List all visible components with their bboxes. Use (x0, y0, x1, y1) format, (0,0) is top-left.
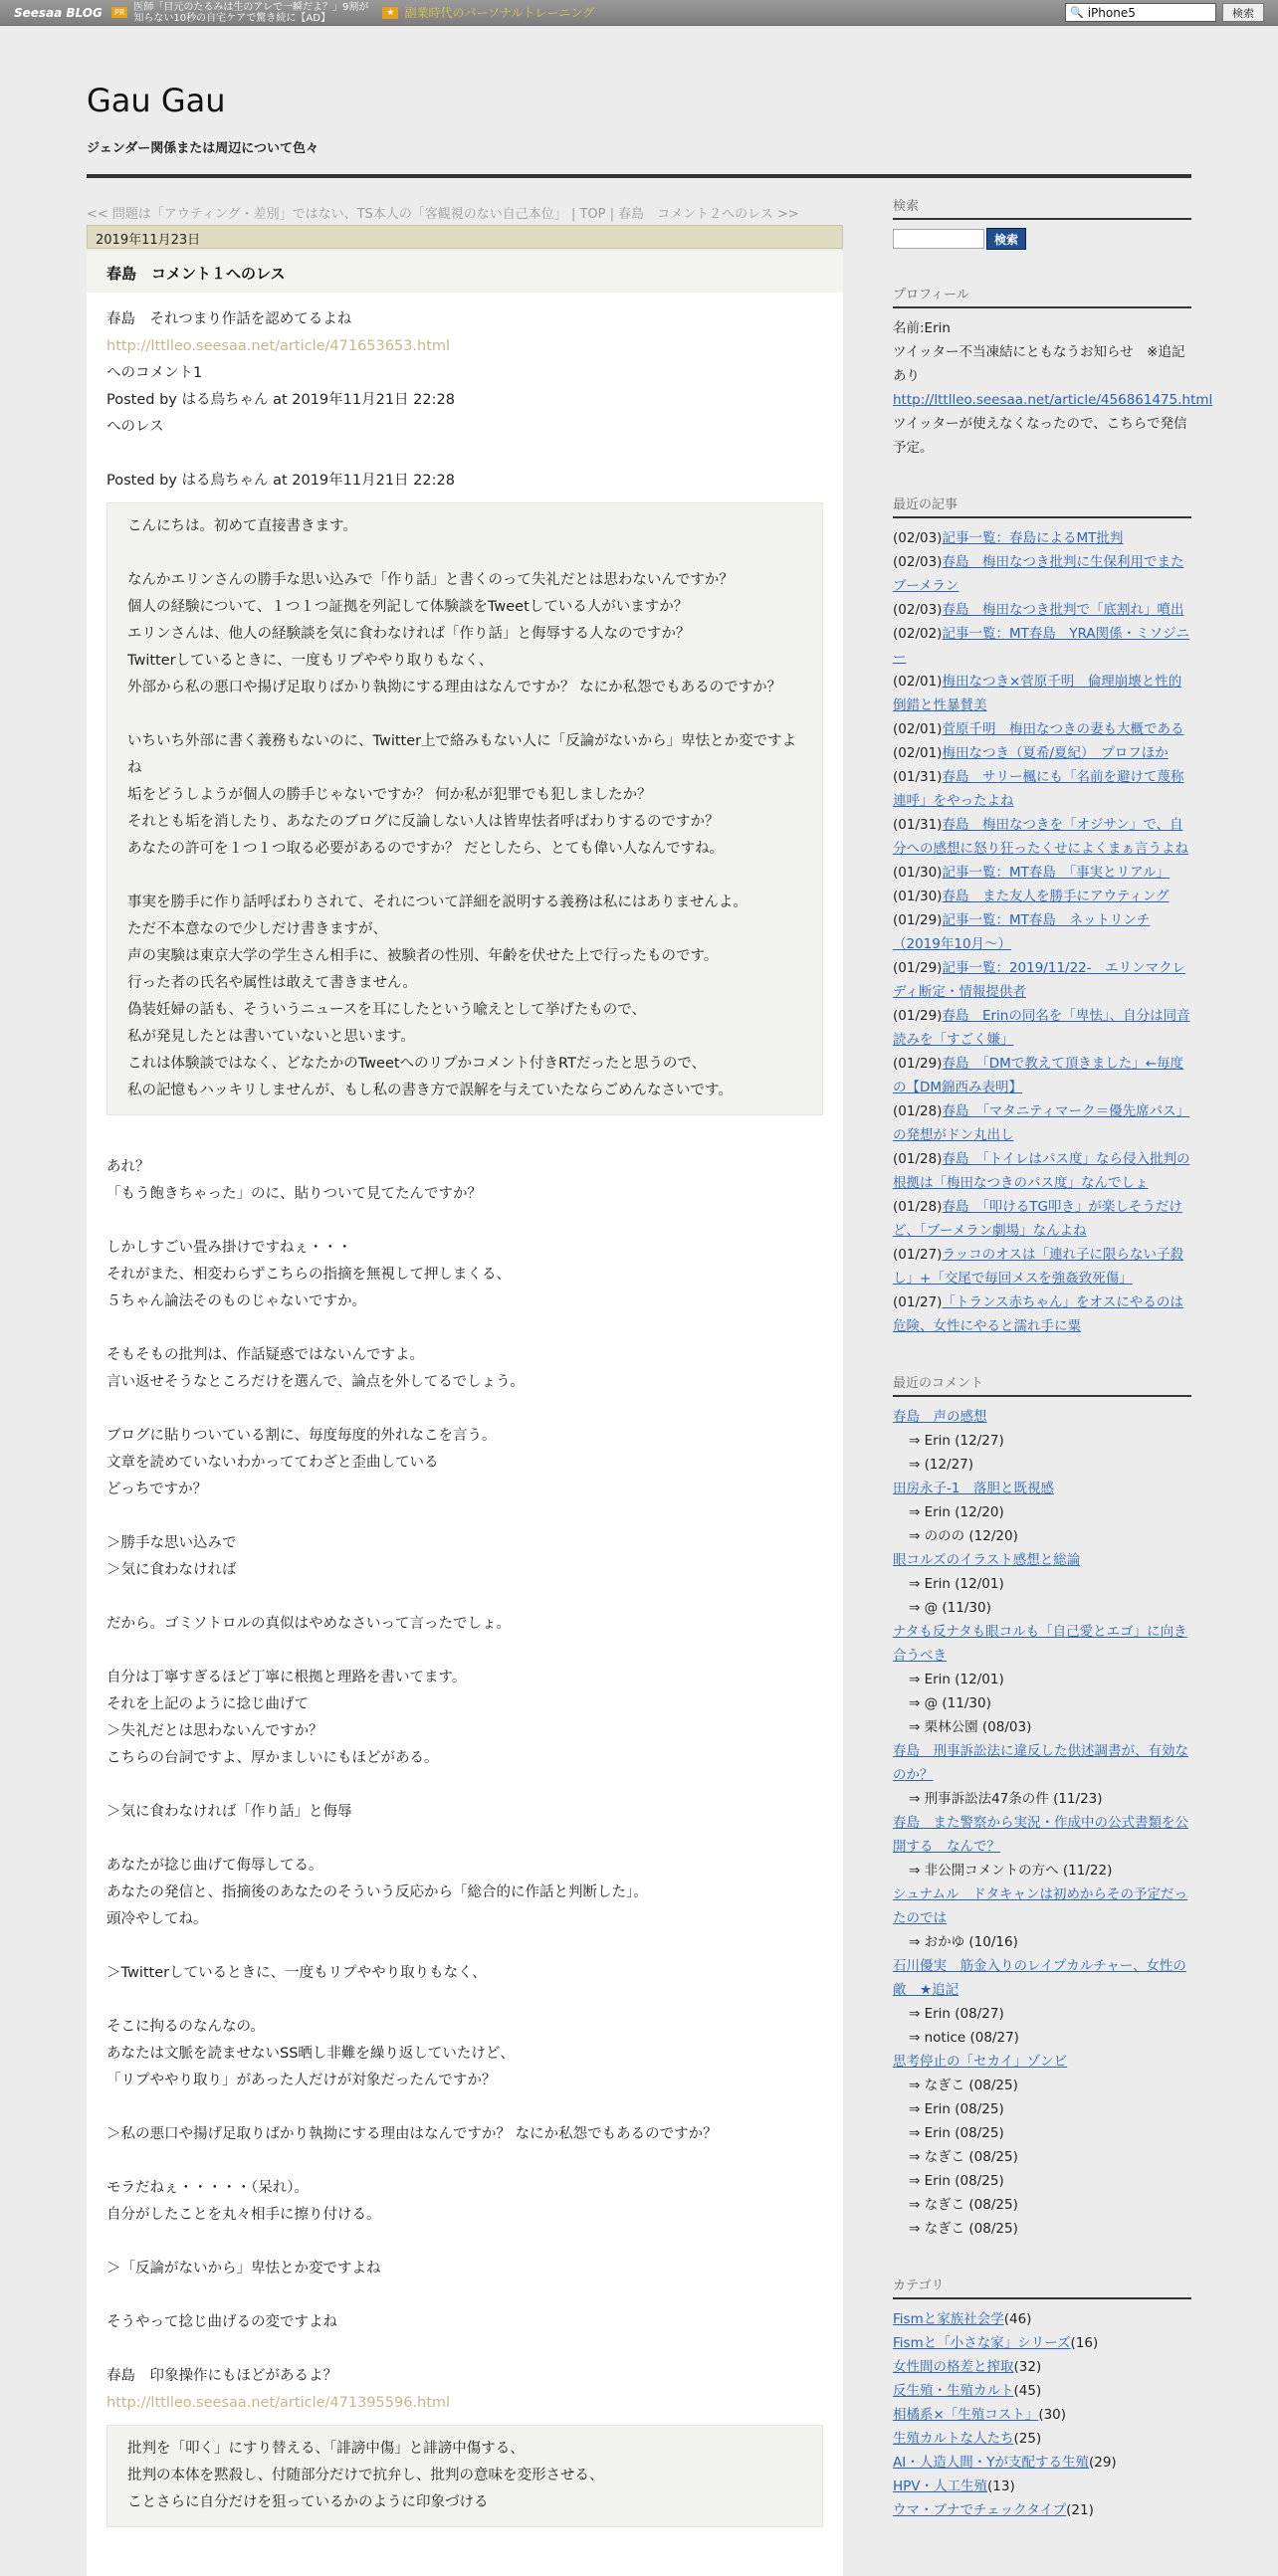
recent-article-item (893, 1195, 1191, 1243)
recent-article-date: (01/28) (893, 1199, 943, 1215)
comment-reply-item[interactable]: ⇒ なぎこ (08/25) (909, 2197, 1018, 2213)
text-line: 名前:Erin (893, 320, 951, 336)
text-line: 文章を読めていないわかっててわざと歪曲している (106, 1455, 439, 1471)
text-line: 春島 それつまり作話を認めてるよね (106, 311, 352, 327)
topbar-search-input[interactable] (1065, 3, 1216, 22)
entry-link-2[interactable]: http://lttlleo.seesaa.net/article/471395596.html (106, 2395, 451, 2411)
text-line (106, 2282, 823, 2309)
recent-article-date: (01/27) (893, 1294, 943, 1310)
category-count: (46) (1003, 2311, 1032, 2327)
category-item (893, 2475, 1191, 2498)
text-line: 批判の本体を黙殺し、付随部分だけで抗弁し、批判の意味を変形させる、 (127, 2468, 604, 2483)
text-line (106, 1826, 823, 1853)
text-line: ＞Twitterしているときに、一度もリプややり取りもなく、 (106, 1965, 487, 1981)
category-link[interactable]: HPV・人工生殖 (893, 2478, 988, 2494)
text-line: Twitterしているときに、一度もリプややり取りもなく、 (127, 653, 494, 669)
category-link[interactable]: 生殖カルトな人たち (893, 2431, 1014, 2447)
category-link[interactable]: ウマ・ブナでチェックタイプ (893, 2502, 1067, 2518)
sidebar-categories (893, 2275, 1191, 2522)
text-line: あなたが捻じ曲げて侮辱してる。 (106, 1858, 323, 1874)
text-line (106, 2094, 823, 2121)
categories-heading: カテゴリ (893, 2275, 1191, 2299)
comment-reply-item[interactable]: ⇒ なぎこ (08/25) (909, 2149, 1018, 2165)
text-line: それとも垢を消したり、あなたのブログに反論しない人は皆卑怯者呼ばわりするのですか？ (127, 814, 720, 830)
sidebar-profile (893, 284, 1213, 460)
text-line: あなたの許可を１つ１つ取る必要があるのですか？ だとしたら、とても偉い人なんですね。 (127, 841, 725, 857)
recent-article-link[interactable]: 菅原千明 梅田なつきの妻も大概である (942, 721, 1184, 737)
text-line: ブログに貼りついている割に、毎度毎度的外れなこを言う。 (106, 1428, 497, 1444)
quoted-comment-2 (106, 2425, 823, 2527)
comment-reply-item[interactable]: ⇒ Erin (12/20) (909, 1504, 1004, 1520)
entry-posted-by (106, 360, 823, 495)
comment-reply-item[interactable]: ⇒ @ (11/30) (909, 1695, 991, 1711)
entry-response (106, 1127, 823, 2390)
category-count: (13) (987, 2478, 1015, 2494)
text-line: 自分は丁寧すぎるほど丁寧に根拠と理路を書いてます。 (106, 1670, 467, 1685)
recent-article-item (893, 885, 1191, 908)
entry-date: 2019年11月23日 (87, 225, 843, 249)
recent-article-link[interactable]: 春島 「マタニティマーク＝優先席パス」の発想がドン丸出し (893, 1103, 1190, 1143)
entry-body (87, 293, 843, 2576)
profile-note: ツイッターが使えなくなったので、こちらで発信予定。 (893, 416, 1187, 456)
recent-article-item (893, 717, 1191, 741)
text-line: なんかエリンさんの勝手な思い込みで「作り話」と書くのって失礼だとは思わないんですか？ (127, 572, 734, 588)
text-line: そもそもの批判は、作話疑惑ではないんですよ。 (106, 1347, 424, 1363)
comment-article-link[interactable]: 春島 声の感想 (893, 1409, 987, 1425)
category-link[interactable]: 相橘系×「生殖コスト」 (893, 2407, 1039, 2423)
text-line: あれ？ (106, 1159, 150, 1175)
text-line: モラだねぇ・・・・・（呆れ）。 (106, 2180, 309, 2196)
sidebar-recent-articles (893, 494, 1191, 1338)
recent-article-item (893, 670, 1191, 717)
recent-article-date: (01/27) (893, 1247, 943, 1263)
category-item (893, 2379, 1191, 2403)
text-line: 批判を「叩く」にすり替える、「誹謗中傷」と誹謗中傷する、 (127, 2441, 525, 2457)
comment-article-link[interactable]: 思考停止の「セカイ」ゾンビ (893, 2054, 1068, 2070)
text-line (106, 1127, 823, 1154)
blog-title[interactable]: Gau Gau (87, 82, 226, 119)
text-line: ＞私の悪口や揚げ足取りばかり執拗にする理由はなんですか？ なにか私怨でもあるのですか？ (106, 2126, 718, 2142)
recent-article-item (893, 765, 1191, 813)
ad-text-1[interactable]: 医師「目元のたるみは生のアレで一瞬だよ？」9割が知らない10秒の自宅ケアで驚き続に【AD】 (133, 1, 369, 24)
text-line: 偽装妊婦の話も、そういうニュースを耳にしたという喩えとして挙げたもので、 (127, 1002, 646, 1018)
text-line (106, 1208, 823, 1235)
profile-heading: プロフィール (893, 284, 1191, 308)
recent-article-link[interactable]: 記事一覧：MT春島 「事実とリアル」 (942, 865, 1171, 881)
recent-article-date: (01/31) (893, 769, 943, 785)
category-link[interactable]: Fismと「小さな家」シリーズ (893, 2335, 1071, 2351)
recent-article-link[interactable]: 春島 サリー楓にも「名前を避けて蔑称連呼」をやったよね (893, 769, 1184, 809)
category-link[interactable]: Fismと家族社会学 (893, 2311, 1004, 2327)
pager-separator: | (605, 207, 619, 222)
text-line: そうやって捻じ曲げるの変ですよね (106, 2314, 337, 2330)
comment-reply-item[interactable]: ⇒ Erin (08/25) (909, 2173, 1004, 2189)
recent-article-item (893, 526, 1191, 550)
pager (87, 203, 843, 221)
category-link[interactable]: AI・人造人間・Yが支配する生殖 (893, 2455, 1089, 2471)
recent-article-date: (01/29) (893, 1056, 943, 1072)
text-line: へのレス (106, 419, 164, 435)
comment-reply-item[interactable]: ⇒ Erin (08/27) (909, 2006, 1004, 2022)
comment-reply-item[interactable]: ⇒ 非公開コメントの方へ (11/22) (909, 1863, 1113, 1879)
recent-article-link[interactable]: 記事一覧：MT春島 YRA関係・ミソジニー (893, 626, 1190, 666)
recent-article-link[interactable]: 記事一覧：春島によるMT批判 (942, 530, 1124, 546)
recent-article-date: (02/02) (893, 626, 943, 642)
text-line: 春島 印象操作にもほどがあるよ？ (106, 2368, 337, 2384)
recent-article-link[interactable]: 春島 梅田なつき批判に生保利用でまたブーメラン (893, 554, 1184, 594)
text-line: これは体験談ではなく、どなたかのTweetへのリプかコメント付きRTだったと思うので、 (127, 1056, 707, 1072)
text-line: 私が発見したとは書いていないと思います。 (127, 1029, 415, 1045)
text-line: 外部から私の悪口や揚げ足取りばかり執拗にする理由はなんですか？ なにか私怨でもあるのですか？ (127, 680, 782, 695)
recent-article-item (893, 908, 1191, 956)
header-divider (87, 174, 1191, 178)
text-line (127, 701, 802, 728)
text-line (106, 1396, 823, 1423)
text-line: どっちですか？ (106, 1482, 208, 1497)
search-icon: 🔍 (1070, 6, 1084, 19)
text-line: ＞失礼だとは思わないんですか？ (106, 1723, 323, 1739)
recent-article-item (893, 861, 1191, 885)
quoted-comment-1 (106, 502, 823, 1115)
comment-reply-item[interactable]: ⇒ Erin (08/25) (909, 2125, 1004, 2141)
recent-article-item (893, 1004, 1191, 1052)
category-count: (45) (1013, 2383, 1042, 2399)
category-item (893, 2331, 1191, 2355)
recent-article-item (893, 1290, 1191, 1338)
recent-article-date: (01/29) (893, 912, 943, 928)
recent-article-link[interactable]: 春島 また友人を勝手にアウティング (942, 889, 1170, 904)
blog-description: ジェンダー関係または周辺について色々 (87, 141, 319, 156)
category-count: (32) (1013, 2359, 1042, 2375)
text-line (106, 2229, 823, 2256)
comment-reply-item[interactable]: ⇒ なぎこ (08/25) (909, 2221, 1018, 2237)
recent-article-link[interactable]: 春島 「叩けるTG叩き」が楽しそうだけど、「ブーメラン劇場」なんよね (893, 1199, 1182, 1239)
comment-reply-item[interactable]: ⇒ ののの (12/20) (909, 1528, 1018, 1544)
sidebar-search-button[interactable]: 検索 (986, 228, 1026, 250)
text-line: 頭冷やしてね。 (106, 1911, 208, 1927)
recent-article-date: (02/01) (893, 721, 943, 737)
seesaa-topbar (0, 0, 1278, 26)
comment-article-link[interactable]: 田房永子-1 落胆と既視感 (893, 1481, 1054, 1496)
text-line: しかしすごい畳み掛けですねぇ・・・ (106, 1240, 352, 1256)
prev-article-link[interactable]: << 問題は「アウティング・差別」ではない、TS本人の「客観視のない自己本位」 (87, 207, 567, 222)
text-line (106, 1584, 823, 1611)
comment-article-link[interactable]: 春島 また警察から実況・作成中の公式書類を公開する なんで？ (893, 1815, 1188, 1855)
text-line: ただ不本意なので少しだけ書きますが、 (127, 921, 387, 937)
comment-reply-item[interactable]: ⇒ 栗林公園 (08/03) (909, 1719, 1032, 1735)
sidebar-search-input[interactable] (893, 229, 984, 249)
comment-article-link[interactable]: ナタも反ナタも眼コルも「自己愛とエゴ」に向き合うべき (893, 1624, 1187, 1664)
comment-article-link[interactable]: 石川優実 筋金入りのレイプカルチャー、女性の敵 ★追記 (893, 1958, 1186, 1998)
comment-reply-item[interactable]: ⇒ なぎこ (08/25) (909, 2078, 1018, 2093)
recent-article-date: (01/28) (893, 1151, 943, 1167)
recent-articles-list (893, 526, 1191, 1338)
entry-intro (106, 306, 823, 333)
text-line: 垢をどうしようが個人の勝手じゃないですか？ 何か私が犯罪でも犯しましたか？ (127, 787, 652, 803)
page (87, 26, 1213, 2555)
category-count: (21) (1066, 2502, 1094, 2518)
recent-article-item (893, 598, 1191, 622)
comment-article-link[interactable]: 眼コルズのイラスト感想と総論 (893, 1552, 1081, 1568)
category-item (893, 2451, 1191, 2475)
text-line: 個人の経験について、１つ１つ証拠を列記して体験談をTweetしている人がいますか？ (127, 599, 689, 615)
text-line: あなたは文脈を読ませないSS晒し非難を繰り返していたけど、 (106, 2046, 515, 2062)
text-line: ５ちゃん論法そのものじゃないですか。 (106, 1293, 366, 1309)
recent-articles-heading: 最近の記事 (893, 494, 1191, 518)
ad-badge: ★ (382, 7, 398, 19)
recent-article-link[interactable]: 梅田なつき×菅原千明 倫理崩壊と性的倒錯と性暴賛美 (893, 674, 1182, 713)
profile-link[interactable]: http://lttlleo.seesaa.net/article/456861475.html (893, 392, 1213, 408)
topbar-search (1065, 3, 1264, 22)
recent-article-link[interactable]: ラッコのオスは「連れ子に限らない子殺し」+「交尾で毎回メスを強姦致死傷」 (893, 1247, 1184, 1287)
comment-reply-item[interactable]: ⇒ おかゆ (10/16) (909, 1934, 1018, 1950)
text-line: ＞気に食わなければ「作り話」と侮辱 (106, 1804, 352, 1820)
topbar-search-button[interactable]: 検索 (1222, 3, 1264, 22)
recent-article-date: (02/01) (893, 674, 943, 690)
profile-text (893, 316, 1191, 388)
sidebar-search-heading: 検索 (893, 195, 1191, 220)
text-line: いちいち外部に書く義務もないのに、Twitter上で絡みもない人に「反論がないから」卑怯とか変ですよね (127, 733, 797, 776)
recent-article-item (893, 1052, 1191, 1099)
text-line (106, 2336, 823, 2363)
category-item (893, 2403, 1191, 2427)
text-line: へのコメント1 (106, 365, 203, 381)
comment-reply-item[interactable]: ⇒ Erin (12/27) (909, 1433, 1004, 1449)
recent-article-link[interactable]: 春島 梅田なつき批判で「底割れ」噴出 (942, 602, 1184, 618)
recent-article-date: (01/30) (893, 889, 943, 904)
text-line: 声の実験は東京大学の学生さん相手に、被験者の性別、年齢を伏せた上で行ったものです。 (127, 948, 719, 964)
next-article-link[interactable]: 春島 コメント２へのレス >> (618, 207, 799, 222)
text-line: それを上記のように捻じ曲げて (106, 1696, 309, 1712)
text-line (106, 1987, 823, 2014)
recent-article-link[interactable]: 春島 梅田なつきを「オジサン」で、自分への感想に怒り狂ったくせによくまぁ言うよね (893, 817, 1188, 857)
entry-link-1[interactable]: http://lttlleo.seesaa.net/article/471653653.html (106, 338, 451, 354)
comment-reply-item[interactable]: ⇒ Erin (08/25) (909, 2101, 1004, 2117)
recent-article-date: (02/03) (893, 602, 943, 618)
comment-article-link[interactable]: 春島 刑事訴訟法に違反した供述調書が、有効なのか？ (893, 1743, 1188, 1783)
text-line: それがまた、相変わらずこちらの指摘を無視して押しまくる、 (106, 1267, 511, 1283)
pr-badge: PR (111, 7, 127, 18)
sidebar-search (893, 195, 1191, 250)
category-link[interactable]: 反生殖・生殖カルト (893, 2383, 1014, 2399)
text-line: 言い返せそうなところだけを選んで、論点を外してるでしょう。 (106, 1374, 526, 1390)
sidebar-recent-comments (893, 1372, 1191, 2241)
text-line: 事実を勝手に作り話呼ばわりされて、それについて詳細を説明する義務は私にはありませんよ。 (127, 894, 747, 910)
recent-comments-list (893, 1405, 1191, 2241)
text-line: Posted by はる鳥ちゃん at 2019年11月21日 22:28 (106, 392, 455, 408)
text-line (106, 1638, 823, 1665)
recent-article-date: (02/03) (893, 530, 943, 546)
text-line: 私の記憶もハッキリしませんが、もし私の書き方で誤解を与えていたならごめんなさいです。 (127, 1083, 733, 1098)
text-line (127, 540, 802, 567)
entry-title[interactable]: 春島 コメント１へのレス (87, 251, 843, 293)
text-line: そこに拘るのなんなの。 (106, 2019, 265, 2035)
text-line: 「もう飽きちゃった」のに、貼りついて見てたんですか？ (106, 1186, 482, 1202)
sidebar (893, 195, 1213, 2556)
text-line: ＞気に食わなければ (106, 1562, 237, 1578)
text-line: ＞勝手な思い込みで (106, 1535, 237, 1551)
recent-article-item (893, 1147, 1191, 1195)
comment-reply-item[interactable]: ⇒ (12/27) (909, 1457, 974, 1473)
category-count: (29) (1088, 2455, 1117, 2471)
text-line (106, 1933, 823, 1960)
text-line: 自分がしたことを丸々相手に擦り付ける。 (106, 2207, 381, 2223)
ad-text-2[interactable]: 副業時代のパーソナルトレーニング (404, 6, 595, 20)
text-line (106, 2148, 823, 2175)
category-count: (16) (1070, 2335, 1099, 2351)
seesaa-blog-logo[interactable]: Seesaa BLOG (14, 5, 103, 20)
category-count: (30) (1038, 2407, 1067, 2423)
text-line: 「リプややり取り」があった人だけが対象だったんですか？ (106, 2073, 497, 2088)
comment-article-link[interactable]: シュナムル ドタキャンは初めからその予定だったのでは (893, 1886, 1188, 1926)
category-item (893, 2427, 1191, 2451)
recent-article-date: (01/29) (893, 1008, 943, 1024)
comment-reply-item[interactable]: ⇒ @ (11/30) (909, 1600, 991, 1616)
recent-article-item (893, 1099, 1191, 1147)
recent-article-link[interactable]: 春島 「DMで教えて頂きました」←毎度の【DM錦西み表明】 (893, 1056, 1184, 1095)
recent-article-link[interactable]: 春島 「トイレはパス度」なら侵入批判の根拠は「梅田なつきのパス度」なんでしょ (893, 1151, 1190, 1191)
recent-article-date: (01/29) (893, 960, 943, 976)
category-item (893, 2307, 1191, 2331)
comment-reply-item[interactable]: ⇒ Erin (12/01) (909, 1672, 1004, 1687)
recent-article-link[interactable]: 記事一覧：2019/11/22- エリンマクレディ断定・情報提供者 (893, 960, 1186, 1000)
recent-article-date: (01/31) (893, 817, 943, 833)
recent-article-item (893, 622, 1191, 670)
comment-reply-item[interactable]: ⇒ notice (08/27) (909, 2030, 1019, 2046)
categories-list (893, 2307, 1191, 2522)
text-line (106, 1315, 823, 1342)
recent-article-link[interactable]: 記事一覧：MT春島 ネットリンチ（2019年10月～） (893, 912, 1151, 952)
category-item (893, 2498, 1191, 2522)
category-item (893, 2355, 1191, 2379)
recent-article-date: (01/28) (893, 1103, 943, 1119)
main-column (87, 195, 843, 2576)
recent-article-item (893, 1243, 1191, 1290)
text-line: あなたの発信と、指摘後のあなたのそういう反応から「総合的に作話と判断した」。 (106, 1884, 648, 1900)
text-line: こちらの台詞ですよ、厚かましいにもほどがある。 (106, 1750, 439, 1766)
topbar-search-value: iPhone5 (1087, 5, 1136, 20)
top-link[interactable]: TOP (579, 207, 606, 222)
text-line (106, 1503, 823, 1530)
text-line: 行った者の氏名や属性は敢えて書きません。 (127, 975, 417, 991)
text-line: Posted by はる鳥ちゃん at 2019年11月21日 22:28 (106, 473, 455, 489)
category-link[interactable]: 女性間の格差と搾取 (893, 2359, 1014, 2375)
recent-article-item (893, 741, 1191, 765)
recent-article-item (893, 813, 1191, 861)
recent-article-date: (02/01) (893, 745, 943, 761)
recent-article-date: (02/03) (893, 554, 943, 570)
text-line (106, 441, 823, 468)
recent-article-item (893, 956, 1191, 1004)
text-line (127, 863, 802, 890)
text-line: だから。ゴミソトロルの真似はやめなさいって言ったでしょ。 (106, 1616, 511, 1632)
comment-reply-item[interactable]: ⇒ Erin (12/01) (909, 1576, 1004, 1592)
text-line: ＞「反論がないから」卑怯とか変ですよね (106, 2261, 381, 2277)
text-line: ことさらに自分だけを狙っているかのように印象づける (127, 2494, 489, 2510)
category-count: (25) (1013, 2431, 1042, 2447)
recent-article-link[interactable]: 「トランス赤ちゃん」をオスにやるのは危険、女性にやると濡れ手に粟 (893, 1294, 1183, 1334)
recent-article-date: (01/30) (893, 865, 943, 881)
recent-article-link[interactable]: 梅田なつき（夏希/夏紀） プロフほか (942, 745, 1169, 761)
pager-separator: | (566, 207, 580, 222)
text-line: エリンさんは、他人の経験談を気に食わなければ「作り話」と侮辱する人なのですか？ (127, 626, 691, 642)
recent-article-link[interactable]: 春島 Erinの同名を「卑怯」、自分は同音読みを「すごく嫌」 (893, 1008, 1190, 1048)
text-line (106, 1772, 823, 1799)
text-line: こんにちは。初めて直接書きます。 (127, 518, 357, 534)
comment-reply-item[interactable]: ⇒ 刑事訴訟法47条の件 (11/23) (909, 1791, 1103, 1807)
blog-header (87, 26, 1191, 165)
recent-comments-heading: 最近のコメント (893, 1372, 1191, 1397)
recent-article-item (893, 550, 1191, 598)
text-line: ツイッター不当凍結にともなうお知らせ ※追記あり (893, 344, 1185, 384)
